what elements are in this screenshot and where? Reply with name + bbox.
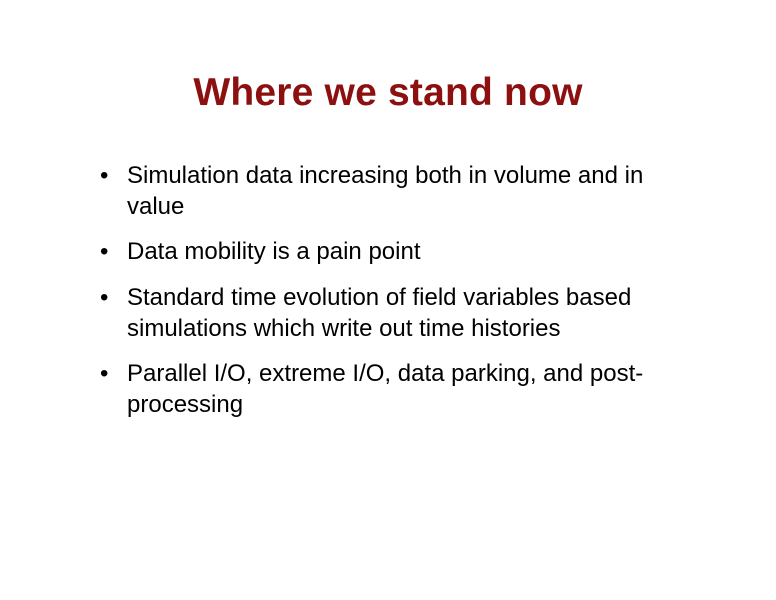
bullet-point-icon: • <box>100 162 109 189</box>
list-item-text: Standard time evolution of field variables based simulations which write out time histories <box>127 283 632 342</box>
list-item-text: Simulation data increasing both in volume and in value <box>127 162 644 221</box>
list-item <box>92 358 702 420</box>
list-item <box>92 236 702 267</box>
list-item <box>92 282 702 344</box>
page-title: Where we stand now <box>193 71 583 114</box>
list-item <box>92 160 702 222</box>
bullet-point-icon: • <box>100 359 109 387</box>
bullet-list <box>92 160 702 434</box>
bullet-point-icon: • <box>100 283 109 311</box>
bullet-point-icon: • <box>100 238 109 266</box>
list-item-text: Parallel I/O, extreme I/O, data parking, and post-processing <box>127 359 644 419</box>
list-item-text: Data mobility is a pain point <box>127 238 421 266</box>
